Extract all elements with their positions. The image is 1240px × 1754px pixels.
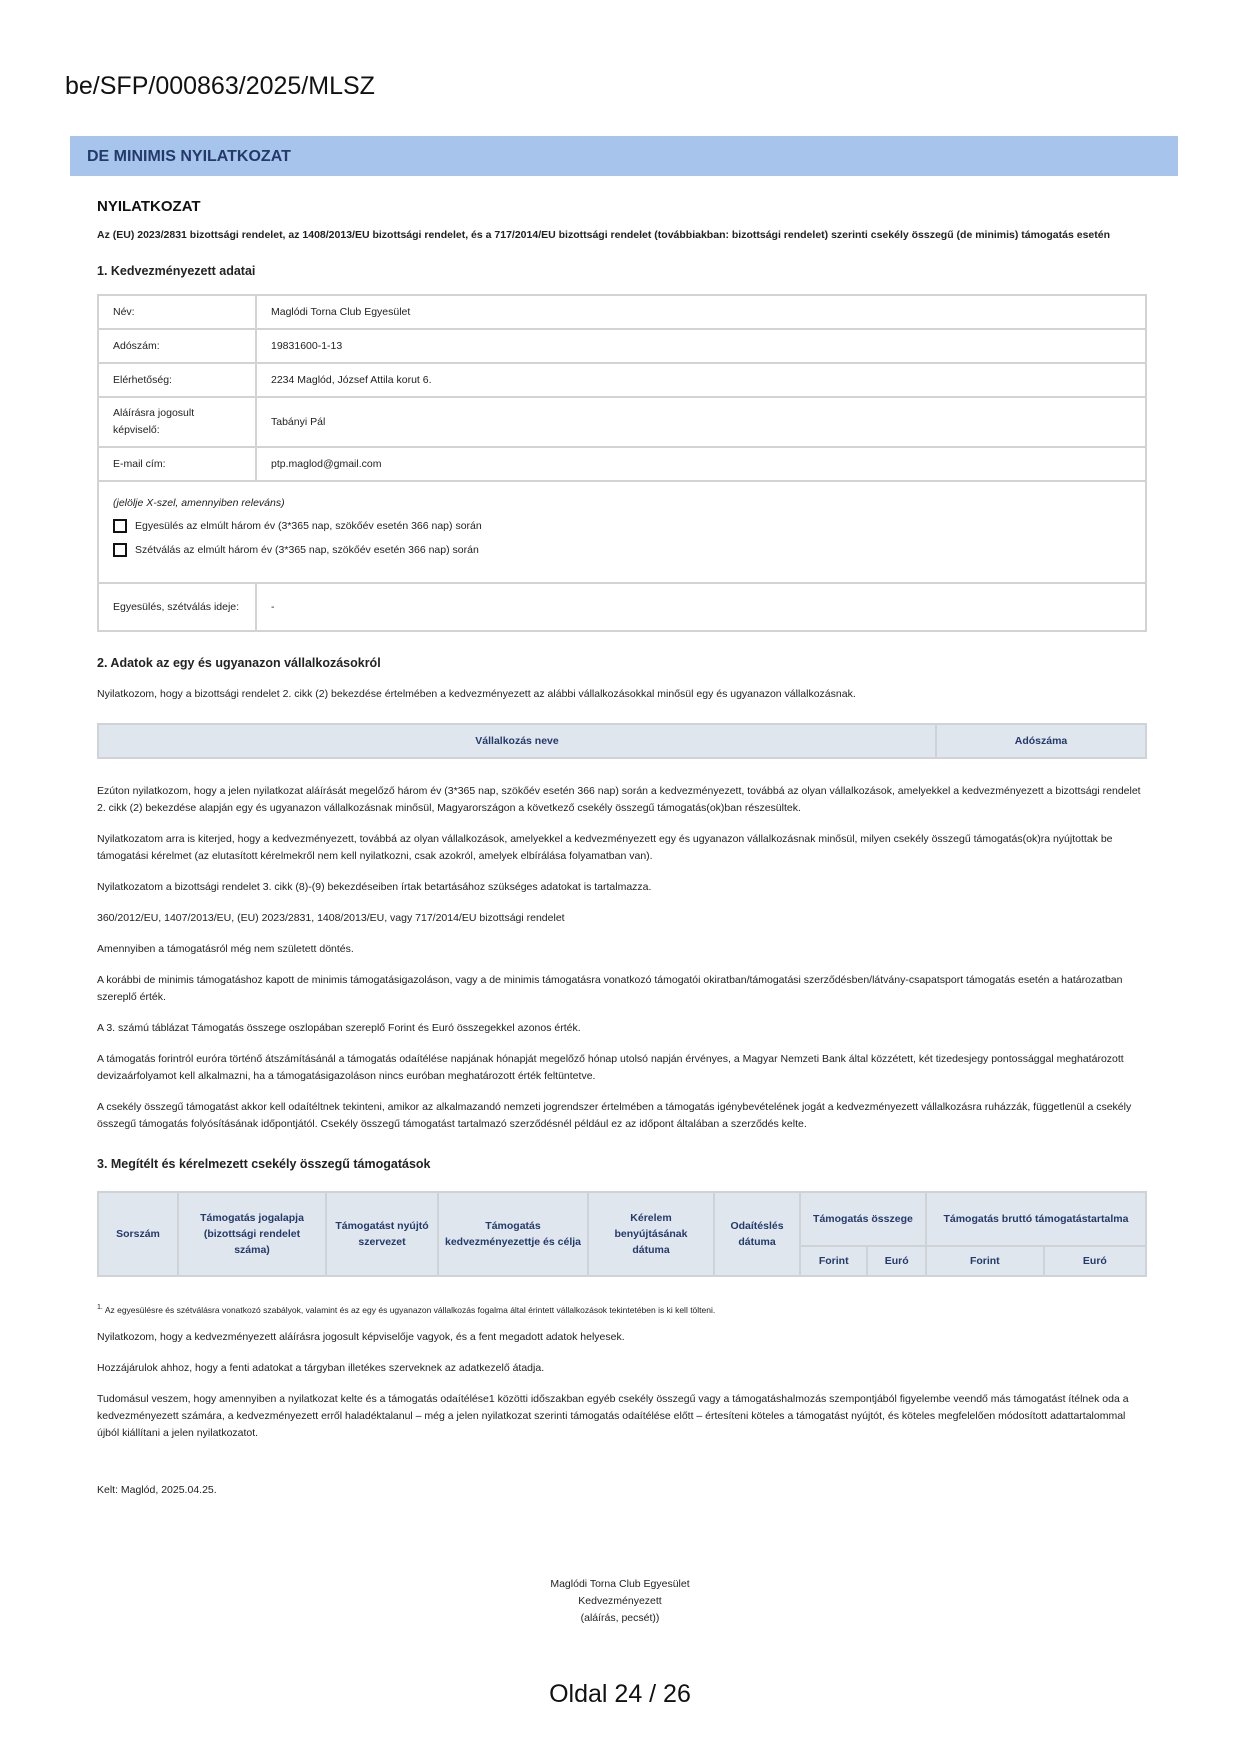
beneficiary-table [97,294,1147,632]
paragraph: Nyilatkozatom a bizottsági rendelet 3. cikk (8)-(9) bekezdéseiben írtak betartásához szükséges adatokat is tartalmazza. [97,881,652,893]
section-1-title: 1. Kedvezményezett adatai [97,264,256,278]
grant-date-header: Odaítéslés dátuma [714,1192,800,1276]
table-row [98,295,1146,329]
table-row [98,397,1146,447]
table-row [98,583,1146,631]
table-row [98,329,1146,363]
beneficiary-purpose-header: Támogatás kedvezményezettje és célja [438,1192,588,1276]
contact-label: Elérhetőség: [98,363,256,397]
section-3-title: 3. Megítélt és kérelmezett csekély összegű támogatások [97,1157,431,1171]
signature-note: (aláírás, pecsét)) [580,1612,660,1624]
paragraph: Ezúton nyilatkozom, hogy a jelen nyilatkozat aláírását megelőző három év (3*365 nap, szökőév esetén 366 nap) során a kedvezményezett, továbbá az olyan vállalkozások, amelyekkel a kedvezményezett a bizottsági rendelet 2. cikk (2) bekezdése alapján egy és ugyanazon vállalkozásnak minősül, Magyarországon a következő csekély összegű támogatás(ok)ban részesültek. [97,785,1141,814]
gross-aid-header: Támogatás bruttó támogatástartalma [926,1192,1146,1246]
merger-options-cell [98,481,1146,583]
amount-euro-header: Euró [867,1246,925,1276]
company-tax-header: Adószáma [936,724,1146,758]
table-row [98,447,1146,481]
signature-name: Maglódi Torna Club Egyesület [550,1578,690,1590]
split-checkbox[interactable] [113,543,127,557]
representative-label: Aláírásra jogosult képviselő: [98,397,256,447]
closing-paragraph: Nyilatkozom, hogy a kedvezményezett aláírásra jogosult képviselője vagyok, és a fent megadott adatok helyesek. [97,1330,625,1343]
name-label: Név: [98,295,256,329]
aid-amount-header: Támogatás összege [800,1192,926,1246]
amount-forint-header: Forint [800,1246,867,1276]
tax-number-label: Adószám: [98,329,256,363]
split-checkbox-row[interactable] [113,543,1131,557]
paragraph: Nyilatkozatom arra is kiterjed, hogy a kedvezményezett, továbbá az olyan vállalkozások, amelyekkel a kedvezményezett egy és ugyanazon vállalkozásnak minősül, milyen csekély összegű támogatás(ok)ra nyújtottak be támogatási kérelmet (az elutasított kérelmekről nem kell nyilatkozni, csak azokról, amelyek elbírálása folyamatban van). [97,833,1113,862]
serial-header: Sorszám [98,1192,178,1276]
application-date-header: Kérelem benyújtásának dátuma [588,1192,714,1276]
gross-forint-header: Forint [926,1246,1044,1276]
section-header-bar [70,136,1178,176]
paragraph: A csekély összegű támogatást akkor kell odaítéltnek tekinteni, amikor az alkalmazandó nemzeti jogrendszer értelmében a támogatás igénybevételének jogát a kedvezményezett vállalkozásra ruházzák, függetlenül a csekély összegű támogatás folyósításának időpontjától. Csekély összegű támogatást tartalmazó szerződésnél például ez az időpont általában a szerződés kelte. [97,1101,1132,1130]
gross-euro-header: Euró [1044,1246,1146,1276]
paragraph: A támogatás forintról euróra történő átszámításánál a támogatás odaítélése napjának hónapját megelőző hónap utolsó napján érvényes, a Magyar Nemzeti Bank által közzétett, két tizedesjegy pontossággal meghatározott devizaárfolyamot kell alkalmazni, ha a támogatásigazoláson nincs euróban meghatározott érték feltüntetve. [97,1053,1124,1082]
name-value: Maglódi Torna Club Egyesület [256,295,1146,329]
checkbox-note: (jelölje X-szel, amennyiben releváns) [113,497,285,509]
footnote [97,1303,1147,1315]
closing-paragraph: Hozzájárulok ahhoz, hogy a fenti adatokat a tárgyban illetékes szerveknek az adatkezelő átadja. [97,1361,545,1374]
provider-header: Támogatást nyújtó szervezet [326,1192,438,1276]
page-number: Oldal 24 / 26 [549,1680,691,1708]
aid-table [97,1191,1147,1277]
contact-value: 2234 Maglód, József Attila korut 6. [256,363,1146,397]
paragraph: 360/2012/EU, 1407/2013/EU, (EU) 2023/2831, 1408/2013/EU, vagy 717/2014/EU bizottsági rendelet [97,912,565,924]
signature-role: Kedvezményezett [578,1595,662,1607]
email-label: E-mail cím: [98,447,256,481]
footnote-mark: 1. [97,1303,103,1311]
paragraph: A korábbi de minimis támogatáshoz kapott de minimis támogatásigazoláson, vagy a de minimis támogatásra vonatkozó támogatói okiratban/támogatási szerződésben/látvány-csapatsport támogatás esetén a határozatban szereplő érték. [97,974,1123,1003]
paragraph: A 3. számú táblázat Támogatás összege oszlopában szereplő Forint és Euró összegekkel azonos érték. [97,1022,581,1034]
section-title: DE MINIMIS NYILATKOZAT [87,148,291,165]
tax-number-value: 19831600-1-13 [256,329,1146,363]
table-row [98,363,1146,397]
table-header-row [98,1192,1146,1246]
declaration-heading: NYILATKOZAT [97,198,201,215]
section-2-title: 2. Adatok az egy és ugyanazon vállalkozásokról [97,656,381,670]
declaration-intro: Az (EU) 2023/2831 bizottsági rendelet, az 1408/2013/EU bizottsági rendelet, és a 717/2014/EU bizottsági rendelet (továbbiakban: bizottsági rendelet) szerinti csekély összegű (de minimis) támogatás esetén [97,229,1111,241]
representative-value: Tabányi Pál [256,397,1146,447]
email-value: ptp.maglod@gmail.com [256,447,1146,481]
footnote-text: Az egyesülésre és szétválásra vonatkozó szabályok, valamint és az egy és ugyanazon vállalkozás fogalma által érintett vállalkozások tekintetében is ki kell tölteni. [104,1304,716,1315]
closing-paragraph: Tudomásul veszem, hogy amennyiben a nyilatkozat kelte és a támogatás odaítélése1 közötti időszakban egyéb csekély összegű vagy a támogatáshalmozás szempontjából figyelembe veendő más támogatást ítélnek oda a kedvezményezett számára, a kedvezményezett erről haladéktalanul – még a jelen nyilatkozat szerinti támogatás odaítélése előtt – értesíteni köteles a támogatást nyújtót, és köteles megfelelően módosított adattartalommal újból kiállítani a jelen nyilatkozatot. [97,1392,1129,1439]
signature-block [0,1576,1240,1627]
legal-basis-header: Támogatás jogalapja (bizottsági rendelet száma) [178,1192,326,1276]
merger-date-value: - [256,583,1146,631]
table-header-row [98,724,1146,758]
merger-date-label: Egyesülés, szétválás ideje: [98,583,256,631]
merger-checkbox-label: Egyesülés az elmúlt három év (3*365 nap, szökőév esetén 366 nap) során [135,520,482,532]
section-2-intro: Nyilatkozom, hogy a bizottsági rendelet 2. cikk (2) bekezdése értelmében a kedvezményezett az alábbi vállalkozásokkal minősül egy és ugyanazon vállalkozásnak. [97,688,856,700]
document-id: be/SFP/000863/2025/MLSZ [65,72,375,100]
paragraph: Amennyiben a támogatásról még nem született döntés. [97,943,354,955]
table-row [98,481,1146,583]
merger-checkbox[interactable] [113,519,127,533]
split-checkbox-label: Szétválás az elmúlt három év (3*365 nap, szökőév esetén 366 nap) során [135,544,479,556]
dated-place: Kelt: Maglód, 2025.04.25. [97,1483,217,1496]
undertakings-table [97,723,1147,759]
company-name-header: Vállalkozás neve [98,724,936,758]
declaration-content [97,198,1147,1513]
merger-checkbox-row[interactable] [113,519,1131,533]
